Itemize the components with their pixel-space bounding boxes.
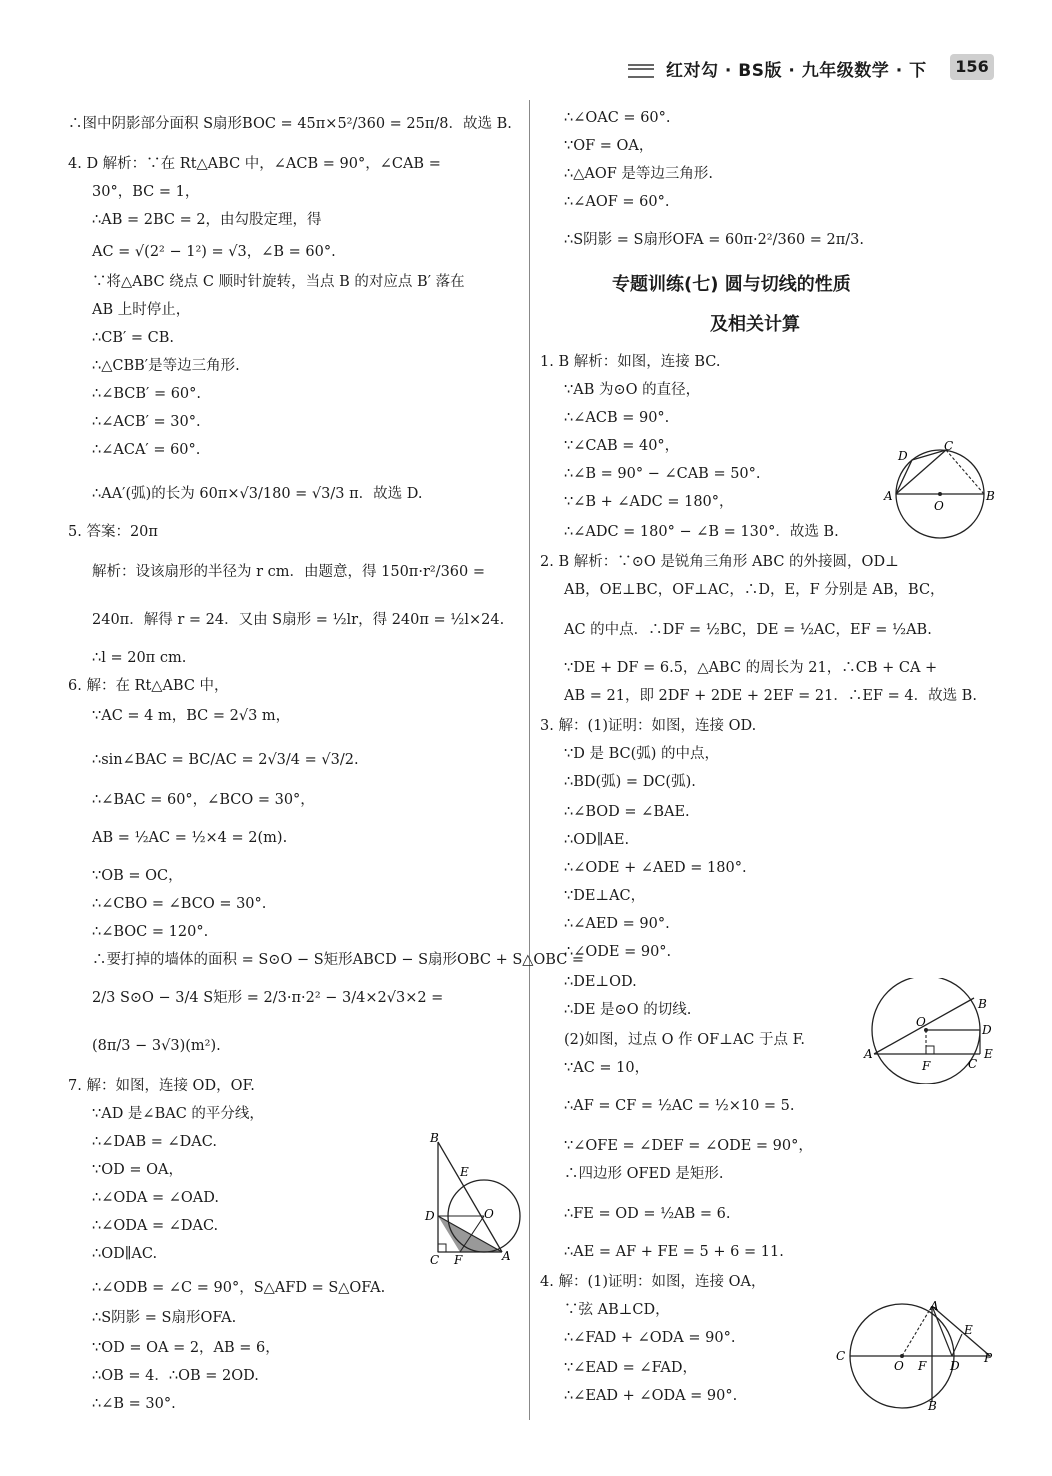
- text-line: 4. D 解析：∵在 Rt△ABC 中，∠ACB = 90°，∠CAB =: [68, 156, 441, 172]
- text-line: ∴∠ODE + ∠AED = 180°.: [564, 860, 747, 876]
- fig-label: O: [916, 1015, 926, 1029]
- text-line: AB = 21，即 2DF + 2DE + 2EF = 21．∴EF = 4．故选 B.: [564, 688, 977, 704]
- text-line: AB = ½AC = ½×4 = 2(m).: [92, 830, 288, 846]
- page-number: 156: [950, 54, 994, 80]
- fig-label: O: [934, 499, 944, 513]
- text-line: ∴∠ODA = ∠DAC.: [92, 1218, 219, 1234]
- text-line: ∴BD(弧) = DC(弧).: [564, 774, 696, 790]
- text-line: 4. 解：(1)证明：如图，连接 OA，: [540, 1274, 766, 1290]
- text-line: 2/3 S⊙O − 3/4 S矩形 = 2/3·π·2² − 3/4×2√3×2 =: [92, 990, 444, 1006]
- text-line: 30°，BC = 1，: [92, 184, 200, 200]
- text-line: ∵∠OFE = ∠DEF = ∠ODE = 90°，: [564, 1138, 813, 1154]
- fig-label: E: [984, 1047, 993, 1061]
- text-line: ∴四边形 OFED 是矩形.: [564, 1166, 724, 1182]
- text-line: ∵弦 AB⊥CD，: [564, 1302, 670, 1318]
- text-line: 6. 解：在 Rt△ABC 中，: [68, 678, 229, 694]
- text-line: ∴AA′(弧)的长为 60π×√3/180 = √3/3 π．故选 D.: [92, 486, 423, 502]
- text-line: ∴∠ACA′ = 60°.: [92, 442, 201, 458]
- text-line: ∴sin∠BAC = BC/AC = 2√3/4 = √3/2.: [92, 752, 359, 768]
- text-line: ∴DE 是⊙O 的切线.: [564, 1002, 692, 1018]
- fig-label: P: [984, 1351, 993, 1365]
- text-line: ∵AC = 4 m，BC = 2√3 m，: [92, 708, 291, 724]
- fig-label: B: [430, 1131, 439, 1145]
- figure-problem-4: [834, 1298, 998, 1412]
- text-line: ∴∠BAC = 60°，∠BCO = 30°，: [92, 792, 315, 808]
- text-line: ∵OB = OC，: [92, 868, 183, 884]
- text-line: ∵AB 为⊙O 的直径，: [564, 382, 701, 398]
- text-line: ∵D 是 BC(弧) 的中点，: [564, 746, 720, 762]
- fig-label: F: [918, 1359, 927, 1373]
- fig-label: A: [864, 1047, 873, 1061]
- fig-label: E: [460, 1165, 469, 1179]
- text-line: ∴∠ADC = 180° − ∠B = 130°．故选 B.: [564, 524, 839, 540]
- fig-label: D: [950, 1359, 960, 1373]
- text-line: 解析：设该扇形的半径为 r cm．由题意，得 150π·r²/360 =: [92, 564, 486, 580]
- text-line: ∴∠BOD = ∠BAE.: [564, 804, 690, 820]
- section-title: 专题训练(七) 圆与切线的性质: [612, 274, 851, 295]
- text-line: ∴要打掉的墙体的面积 = S⊙O − S矩形ABCD − S扇形OBC + S△OBC =: [92, 952, 585, 968]
- text-line: ∴∠ODE = 90°.: [564, 944, 672, 960]
- text-line: AB，OE⊥BC，OF⊥AC，∴D，E，F 分别是 AB，BC，: [564, 582, 945, 598]
- fig-label: C: [836, 1349, 846, 1363]
- book-title: 红对勾 · BS版 · 九年级数学 · 下: [666, 61, 927, 81]
- text-line: ∵OF = OA，: [564, 138, 654, 154]
- text-line: ∵∠B + ∠ADC = 180°，: [564, 494, 734, 510]
- fig-label: D: [982, 1023, 992, 1037]
- fig-label: B: [928, 1399, 937, 1412]
- fig-label: F: [922, 1059, 931, 1073]
- text-line: ∴OD∥AE.: [564, 832, 630, 848]
- figure-problem-1: [880, 438, 1000, 542]
- fig-label: B: [978, 997, 987, 1011]
- text-line: ∴∠B = 30°.: [92, 1396, 176, 1412]
- text-line: ∴S阴影 = S扇形OFA = 60π·2²/360 = 2π/3.: [564, 232, 865, 248]
- fig-label: C: [944, 439, 954, 453]
- text-line: ∴∠ACB′ = 30°.: [92, 414, 201, 430]
- text-line: ∵将△ABC 绕点 C 顺时针旋转，当点 B 的对应点 B′ 落在: [92, 274, 465, 290]
- text-line: ∵DE + DF = 6.5，△ABC 的周长为 21，∴CB + CA +: [564, 660, 938, 676]
- section-title: 及相关计算: [710, 314, 800, 335]
- text-line: (8π/3 − 3√3)(m²).: [92, 1038, 221, 1054]
- text-line: ∴FE = OD = ½AB = 6.: [564, 1206, 731, 1222]
- text-line: ∵∠CAB = 40°，: [564, 438, 680, 454]
- text-line: ∴∠BOC = 120°.: [92, 924, 209, 940]
- text-line: AB 上时停止，: [92, 302, 191, 318]
- text-line: ∴∠FAD + ∠ODA = 90°.: [564, 1330, 736, 1346]
- text-line: AC = √(2² − 1²) = √3，∠B = 60°.: [92, 244, 336, 260]
- text-line: 1. B 解析：如图，连接 BC.: [540, 354, 721, 370]
- text-line: ∴∠OAC = 60°.: [564, 110, 671, 126]
- text-line: ∴DE⊥OD.: [564, 974, 637, 990]
- text-line: ∴∠DAB = ∠DAC.: [92, 1134, 217, 1150]
- text-line: ∴∠ODA = ∠OAD.: [92, 1190, 219, 1206]
- fig-label: O: [484, 1207, 494, 1221]
- text-line: ∴图中阴影部分面积 S扇形BOC = 45π×5²/360 = 25π/8．故选 B.: [68, 116, 512, 132]
- text-line: 240π．解得 r = 24．又由 S扇形 = ½lr，得 240π = ½l×24.: [92, 612, 505, 628]
- text-line: ∴AB = 2BC = 2，由勾股定理，得: [92, 212, 322, 228]
- text-line: ∵AC = 10，: [564, 1060, 650, 1076]
- text-line: ∴∠AED = 90°.: [564, 916, 670, 932]
- text-line: ∵OD = OA，: [92, 1162, 183, 1178]
- text-line: ∵DE⊥AC，: [564, 888, 646, 904]
- text-line: ∴AE = AF + FE = 5 + 6 = 11.: [564, 1244, 784, 1260]
- text-line: ∴∠BCB′ = 60°.: [92, 386, 202, 402]
- text-line: ∴l = 20π cm.: [92, 650, 187, 666]
- text-line: ∴∠AOF = 60°.: [564, 194, 670, 210]
- text-line: ∴∠ACB = 90°.: [564, 410, 670, 426]
- fig-label: E: [964, 1323, 973, 1337]
- text-line: 2. B 解析：∵⊙O 是锐角三角形 ABC 的外接圆，OD⊥: [540, 554, 899, 570]
- fig-label: B: [986, 489, 995, 503]
- text-line: ∴CB′ = CB.: [92, 330, 174, 346]
- text-line: ∴OB = 4．∴OB = 2OD.: [92, 1368, 259, 1384]
- text-line: ∵AD 是∠BAC 的平分线，: [92, 1106, 264, 1122]
- figure-problem-3: [862, 978, 998, 1084]
- text-line: ∴∠CBO = ∠BCO = 30°.: [92, 896, 267, 912]
- fig-label: C: [968, 1057, 978, 1071]
- text-line: ∴S阴影 = S扇形OFA.: [92, 1310, 237, 1326]
- text-line: ∴AF = CF = ½AC = ½×10 = 5.: [564, 1098, 795, 1114]
- fig-label: A: [930, 1299, 939, 1313]
- text-line: ∴△AOF 是等边三角形.: [564, 166, 714, 182]
- fig-label: A: [502, 1249, 511, 1263]
- text-line: ∴∠ODB = ∠C = 90°，S△AFD = S△OFA.: [92, 1280, 386, 1296]
- fig-label: F: [454, 1253, 463, 1267]
- text-line: 5. 答案：20π: [68, 524, 158, 540]
- text-line: AC 的中点．∴DF = ½BC，DE = ½AC，EF = ½AB.: [564, 622, 932, 638]
- fig-label: D: [898, 449, 908, 463]
- page-header: [620, 52, 1000, 86]
- text-line: ∵OD = OA = 2，AB = 6，: [92, 1340, 280, 1356]
- text-line: ∴∠B = 90° − ∠CAB = 50°.: [564, 466, 761, 482]
- fig-label: A: [884, 489, 893, 503]
- text-line: ∴△CBB′是等边三角形.: [92, 358, 240, 374]
- text-line: ∴OD∥AC.: [92, 1246, 158, 1262]
- fig-label: D: [425, 1209, 435, 1223]
- text-line: (2)如图，过点 O 作 OF⊥AC 于点 F.: [564, 1032, 806, 1048]
- fig-label: O: [894, 1359, 904, 1373]
- text-line: ∵∠EAD = ∠FAD，: [564, 1360, 697, 1376]
- header-lines-icon: [628, 64, 654, 78]
- fig-label: C: [430, 1253, 440, 1267]
- text-line: 3. 解：(1)证明：如图，连接 OD.: [540, 718, 757, 734]
- text-line: ∴∠EAD + ∠ODA = 90°.: [564, 1388, 738, 1404]
- text-line: 7. 解：如图，连接 OD，OF.: [68, 1078, 255, 1094]
- figure-problem-7: [420, 1130, 530, 1270]
